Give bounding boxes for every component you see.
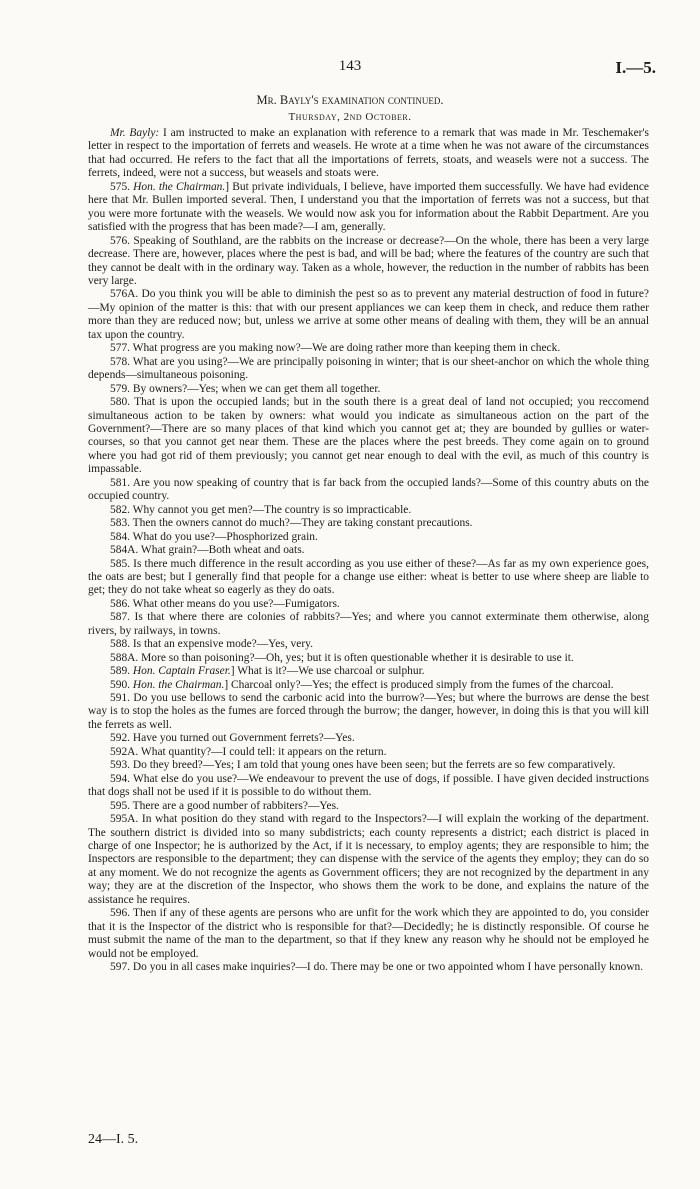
paragraph-text: 595A. In what position do they stand with regard to the Inspectors?—I will explain the working of the department. The southern district is divided into so many subdistricts; each county represents a district; each district is placed in charge of one Inspector; he is authorized by the Act, if it is necessary, to employ agents; they are responsible to him; the Inspectors are responsible to the department; they can dispense with the service of the agents they employ; they can do so at any moment. We do not recognize the agents as Government officers; they are not recognized by the department in any way; they are at the discretion of the Inspector, who shows them the work to be done, and explains the nature of the assistance he requires. [88,813,649,906]
paragraph-text: I am instructed to make an explanation with reference to a remark that was made in Mr. Teschemaker's letter in respect to the importation of ferrets and weasels. He wrote at a time when he was not aware of the circumstances that had occurred. He refers to the fact that all the importations of ferrets, stoats, and weasels were not a success. The ferrets, indeed, were not a success, but weasels and stoats were. [88,127,649,180]
paragraph-text: ] Charcoal only?—Yes; the effect is produced simply from the fumes of the charcoal. [224,678,614,691]
paragraph-text: 584. What do you use?—Phosphorized grain. [110,530,318,543]
paragraph-text: 592. Have you turned out Government ferrets?—Yes. [110,732,355,745]
paragraph [88,127,649,181]
paragraph [88,679,649,692]
paragraph [88,517,649,530]
paragraph-text: 577. What progress are you making now?—We are doing rather more than keeping them in check. [110,342,561,355]
paragraph [88,558,649,598]
speaker-name: Mr. Bayly: [110,127,160,139]
paragraph-text: 591. Do you use bellows to send the carbonic acid into the burrow?—Yes; but where the burrows are dense the best way is to stop the holes as the fumes are forced through the burrow; the danger, however, in doing this is that you will kill the ferrets as well. [88,692,649,731]
question-number: 590. [110,678,133,691]
paragraph-text: 586. What other means do you use?—Fumigators. [110,597,340,610]
paragraph [88,396,649,477]
paragraph-text: 583. Then the owners cannot do much?—They are taking constant precautions. [110,517,473,530]
paragraph-text: 576. Speaking of Southland, are the rabbits on the increase or decrease?—On the whole, there has been a very large decrease. There are, however, places where the pest is bad, and will be bad; where the features of the country are such that they cannot be dealt with in the ordinary way. Taken as a whole, however, the reduction in the number of rabbits has been very large. [88,234,649,287]
paragraph-text: 579. By owners?—Yes; when we can get them all together. [110,382,381,395]
speaker-name: Hon. the Chairman. [132,678,225,691]
paragraph [88,907,649,961]
signature-mark: 24—I. 5. [88,1132,139,1147]
paragraph [88,665,649,678]
paragraph-text: 588. Is that an expensive mode?—Yes, very. [110,638,313,651]
paragraph [88,342,649,355]
paragraph-text: 593. Do they breed?—Yes; I am told that young ones have been seen; but the ferrets are so few comparatively. [110,759,616,772]
paragraph-text: 580. That is upon the occupied lands; but in the south there is a great deal of land not occupied; you reccomend simultaneous action to be taken by owners: what would you indicate as simultaneous action on the part of the Government?—There are so many places of that kind which you cannot get at; they are bounded by gullies or water-courses, so that you cannot get near them. These are the places where the pest breeds. They come again on to ground where you had got rid of them previously; you cannot get near enough to deal with the evil, as much of this country is impassable. [88,396,649,476]
paragraph [88,759,649,772]
paragraph-text: ] What is it?—We use charcoal or sulphur. [230,665,425,678]
paragraph-text: 594. What else do you use?—We endeavour to prevent the use of dogs, if possible. I have given decided instructions that dogs shall not be used if it is possible to do without them. [88,772,649,799]
paragraph [88,504,649,517]
paragraph [88,235,649,289]
page-number: 143 [338,58,362,74]
paragraph [88,598,649,611]
paragraph-text: 588A. More so than poisoning?—Oh, yes; but it is often questionable whether it is desirable to use it. [110,651,574,664]
paragraph-text: 584A. What grain?—Both wheat and oats. [110,544,305,557]
document-body [88,127,649,975]
paragraph [88,746,649,759]
paragraph-text: 597. Do you in all cases make inquiries?—I do. There may be one or two appointed whom I have personally known. [110,961,644,974]
paragraph [88,961,649,974]
sheet-reference: I.—5. [615,58,656,77]
paragraph-text: 592A. What quantity?—I could tell: it appears on the return. [110,745,387,758]
paragraph [88,800,649,813]
paragraph-text: 596. Then if any of these agents are persons who are unfit for the work which they are appointed to do, you consider that it is the Inspector of the district who is responsible for that?—Decidedly; he is distinctly responsible. Of course he must submit the name of the man to the department, so that if they knew any reason why he should not be employed he would not be employed. [88,907,649,960]
paragraph [88,732,649,745]
speaker-name: Hon. the Chairman. [133,180,226,193]
paragraph [88,813,649,907]
paragraph-text: 595. There are a good number of rabbiters?—Yes. [110,799,339,812]
paragraph [88,692,649,732]
speaker-name: Hon. Captain Fraser. [132,665,231,678]
date-line: Thursday, 2nd October. [288,111,412,123]
paragraph [88,652,649,665]
section-subtitle: Mr. Bayly's examination continued. [256,93,444,107]
paragraph [88,638,649,651]
paragraph [88,544,649,557]
paragraph [88,383,649,396]
paragraph-text: 578. What are you using?—We are principally poisoning in winter; that is our sheet-anchor on which the whole thing depends—simultaneous poisoning. [88,355,649,382]
paragraph [88,356,649,383]
paragraph [88,477,649,504]
question-number: 575. [110,180,134,193]
paragraph-text: 582. Why cannot you get men?—The country is so impracticable. [110,503,412,516]
question-number: 589. [110,665,133,678]
paragraph-text: 585. Is there much difference in the result according as you use either of these?—As far as my own experience goes, the oats are best; but I generally find that people for a change use either: wheat is better to use where sheep are liable to get; they do not take wheat so eagerly as they do oats. [88,557,649,597]
paragraph [88,611,649,638]
paragraph-text: ] But private individuals, I believe, have imported them successfully. We have had evidence here that Mr. Bullen imported several. Then, I understand you that the importation of ferrets was not a success, but that you were more fortunate with the weasels. We would now ask you for information about the Rabbit Department. Are you satisfied with the progress that has been made?—I am, generally. [88,180,649,234]
paragraph [88,531,649,544]
paragraph-text: 587. Is that where there are colonies of rabbits?—Yes; and where you cannot exterminate them otherwise, along rivers, by railways, in towns. [88,611,649,637]
paragraph-text: 576A. Do you think you will be able to diminish the pest so as to prevent any material destruction of food in future?—My opinion of the matter is this: that with our present appliances we can keep them in check, and reduce them rather more than they are reduced now; but, unless we arrive at some other means of dealing with them, they will be an annual tax upon the country. [88,288,649,341]
paragraph-text: 581. Are you now speaking of country that is far back from the occupied lands?—Some of this country abuts on the occupied country. [88,476,649,503]
paragraph [88,773,649,800]
paragraph [88,288,649,342]
paragraph [88,181,649,235]
